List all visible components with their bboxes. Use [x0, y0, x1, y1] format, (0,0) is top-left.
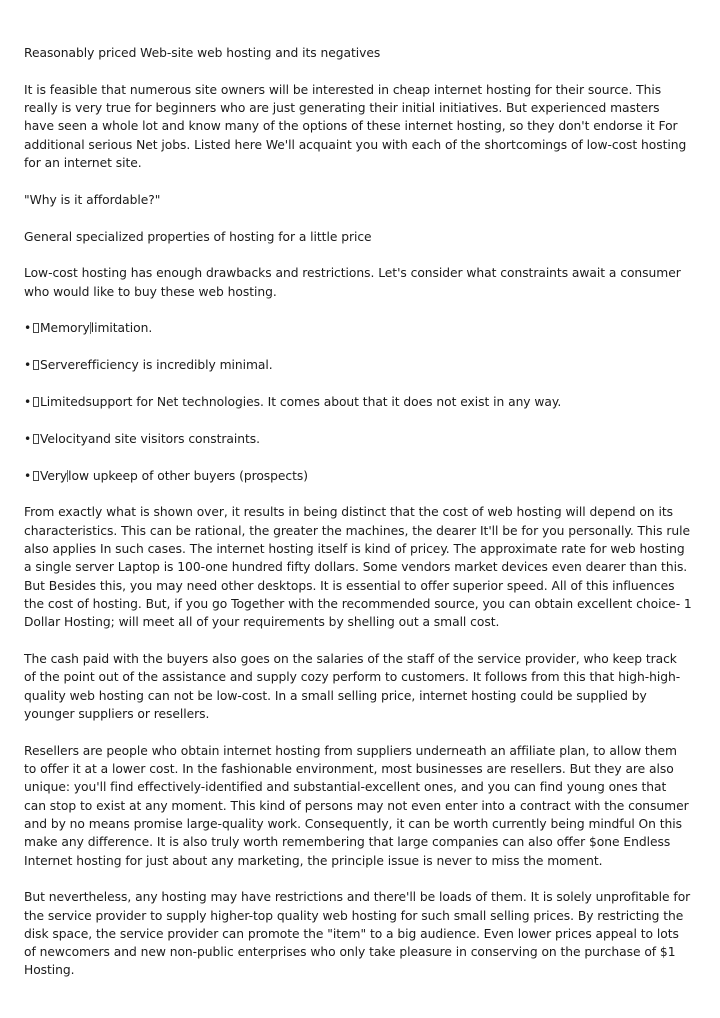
article-title: Reasonably priced Web-site web hosting and its negatives: [24, 46, 381, 60]
bullet-icon: •: [24, 431, 32, 446]
bullet-icon: •: [24, 321, 32, 336]
bullet-text: support for Net technologies. It comes about that it does not exist in any way.: [85, 395, 562, 410]
body-paragraph: From exactly what is shown over, it results in being distinct that the cost of web hosting will depend on its characteristics. This can be rational, the greater the machines, the dearer It'll be for you personally. This rule also applies In such cases. The internet hosting itself is kind of pricey. The approximate rate for web hosting a single server Laptop is 100-one hundred fifty dollars. Some vendors market devices even dearer than this. But Besides this, you may need other desktops. It is essential to offer superior speed. All of this influences the cost of hosting. But, if you go Together with the recommended source, you can obtain excellent choice- 1 Dollar Hosting; will meet all of your requirements by shelling out a small cost.: [24, 505, 692, 630]
drawbacks-intro: Low-cost hosting has enough drawbacks and restrictions. Let's consider what constraints await a consumer who would like to buy these web hosting.: [24, 266, 681, 299]
bullet-item: [24, 467, 692, 485]
bullet-text: and site visitors constraints.: [87, 431, 260, 446]
bullet-word: Very: [40, 468, 68, 483]
missing-glyph-icon: [33, 323, 39, 333]
bullet-item: [24, 319, 692, 337]
article: [24, 44, 692, 998]
bullet-word: Memory: [40, 321, 90, 336]
missing-glyph-icon: [33, 397, 39, 407]
bullet-word: Velocity: [40, 431, 88, 446]
missing-glyph-icon: [33, 471, 39, 481]
bullet-text: efficiency is incredibly minimal.: [80, 358, 273, 373]
bullet-icon: •: [24, 395, 32, 410]
missing-glyph-icon: [33, 360, 39, 370]
bullet-text: low upkeep of other buyers (prospects): [68, 468, 309, 483]
bullet-icon: •: [24, 358, 32, 373]
question-line: "Why is it affordable?": [24, 192, 161, 207]
intro-paragraph: It is feasible that numerous site owners will be interested in cheap internet hosting for their source. This really is very true for beginners who are just generating their initial initiatives. But experienced masters have seen a whole lot and know many of the options of these internet hosting, so they don't endorse it For additional serious Net jobs. Listed here We'll acquaint you with each of the shortcomings of low-cost hosting for an internet site.: [24, 82, 687, 170]
bullet-word: Limited: [40, 395, 86, 410]
bullet-item: [24, 356, 692, 374]
missing-glyph-icon: [33, 434, 39, 444]
body-paragraph: But nevertheless, any hosting may have restrictions and there'll be loads of them. It is solely unprofitable for the service provider to supply higher-top quality web hosting for such small selling prices. By restricting the disk space, the service provider can promote the "item" to a big audience. Even lower prices appeal to lots of newcomers and new non-public enterprises who only take pleasure in conserving on the purchase of $1 Hosting.: [24, 890, 691, 978]
bullet-icon: •: [24, 468, 32, 483]
subheading: General specialized properties of hosting for a little price: [24, 229, 372, 244]
body-paragraph: The cash paid with the buyers also goes on the salaries of the staff of the service provider, who keep track of the point out of the assistance and supply cozy perform to customers. It follows from this that high-high-quality web hosting can not be low-cost. In a small selling price, internet hosting could be supplied by younger suppliers or resellers.: [24, 652, 681, 721]
body-paragraph: Resellers are people who obtain internet hosting from suppliers underneath an affiliate plan, to allow them to offer it at a lower cost. In the fashionable environment, most businesses are resellers. But they are also unique: you'll find effectively-identified and substantial-excellent ones, and you can find young ones that can stop to exist at any moment. This kind of persons may not even enter into a contract with the consumer and by no means promise large-quality work. Consequently, it can be worth currently being mindful On this make any difference. It is also truly worth remembering that large companies can also offer $one Endless Internet hosting for just about any marketing, the principle issue is never to miss the moment.: [24, 743, 689, 868]
bullet-text: limitation.: [90, 321, 153, 336]
bullet-word: Server: [40, 358, 81, 373]
bullet-item: [24, 430, 692, 448]
bullet-item: [24, 393, 692, 411]
